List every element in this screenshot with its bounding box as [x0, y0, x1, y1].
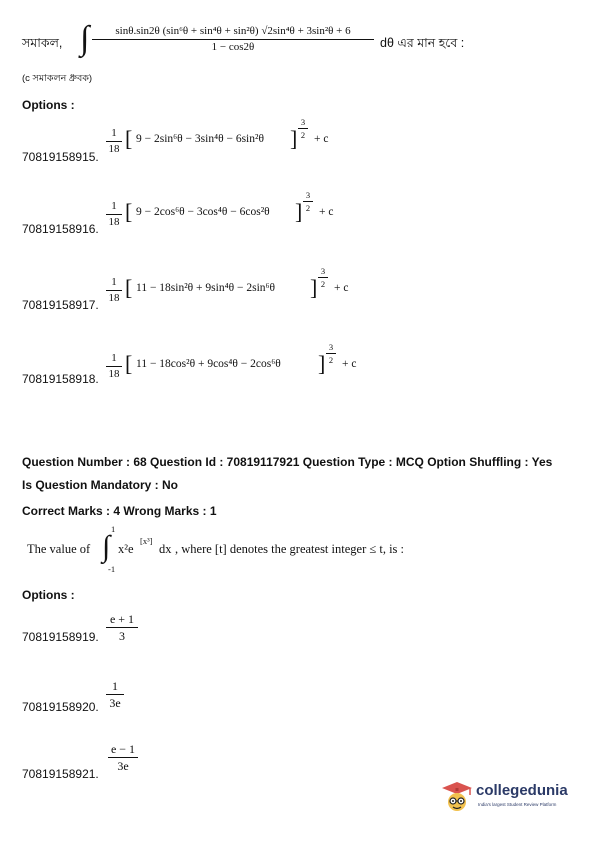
q68-options-label: Options : — [22, 588, 75, 602]
q67-options-label: Options : — [22, 98, 75, 112]
q68-header-line1: Question Number : 68 Question Id : 70819117921 Question Type : MCQ Option Shuffling : Yes — [22, 455, 553, 469]
q68-option-1-id: 70819158919. — [22, 630, 99, 644]
logo-tagline: India's largest Student Review Platform — [478, 802, 557, 807]
q67-option-4-coef: $\frac{1}{18}$ — [106, 352, 122, 381]
q68-option-1-fraction[interactable]: $\frac{e + 1}{3}$ — [106, 612, 138, 643]
q67-prefix: সমাকল, — [22, 36, 63, 50]
q68-header-line2: Is Question Mandatory : No — [22, 478, 179, 492]
q67-option-1-id: 70819158915. — [22, 150, 99, 164]
q67-option-1-open-bracket: [ — [125, 126, 133, 151]
q67-option-3-close-bracket: ] — [310, 275, 318, 300]
q67-option-3-tail: + c — [334, 282, 349, 294]
q67-option-3-body[interactable]: 11 − 18sin²θ + 9sin⁴θ − 2sin⁶θ — [136, 282, 276, 294]
q67-option-2-coef: $\frac{1}{18}$ — [106, 200, 122, 229]
q68-integral-sign: ∫ — [102, 530, 111, 563]
q68-integrand: x²e — [118, 542, 134, 556]
q67-option-4-body[interactable]: 11 − 18cos²θ + 9cos⁴θ − 2cos⁶θ — [136, 358, 281, 370]
q67-integrand-denominator: 1 − cos2θ — [211, 41, 255, 53]
q68-header-line3: Correct Marks : 4 Wrong Marks : 1 — [22, 504, 217, 518]
q67-option-4-open-bracket: [ — [125, 351, 133, 376]
q68-option-2-id: 70819158920. — [22, 700, 99, 714]
q67-option-1-exponent: $\frac{3}{2}$ — [298, 117, 308, 140]
q67-integrand-fraction — [92, 25, 374, 54]
q68-option-3-id: 70819158921. — [22, 767, 99, 781]
q67-option-2-body[interactable]: 9 − 2cos⁶θ − 3cos⁴θ − 6cos²θ — [136, 206, 270, 218]
q67-option-4-tail: + c — [342, 358, 357, 370]
graduate-mascot-icon — [440, 780, 474, 814]
q67-option-1-close-bracket: ] — [290, 126, 298, 151]
q68-upper-limit: 1 — [111, 524, 116, 534]
q68-question-prefix: The value of — [27, 542, 91, 556]
q67-option-2-exponent: $\frac{3}{2}$ — [303, 190, 313, 213]
q67-option-3-id: 70819158917. — [22, 298, 99, 312]
logo-name: collegedunia — [476, 782, 568, 799]
q67-option-2-close-bracket: ] — [295, 199, 303, 224]
q67-option-1-body[interactable]: 9 − 2sin⁶θ − 3sin⁴θ − 6sin²θ — [136, 133, 264, 145]
q67-option-3-open-bracket: [ — [125, 275, 133, 300]
q67-option-4-exponent: $\frac{3}{2}$ — [326, 342, 336, 365]
q67-option-1-tail: + c — [314, 133, 329, 145]
q68-dx: dx — [159, 542, 172, 556]
q67-option-1-coef: $\frac{1}{18}$ — [106, 127, 122, 156]
q68-option-3-fraction[interactable]: $\frac{e - 1}{3e}$ — [108, 742, 138, 773]
q67-option-2-tail: + c — [319, 206, 334, 218]
collegedunia-logo[interactable] — [440, 778, 580, 818]
q68-option-2-fraction[interactable]: $\frac{1}{3e}$ — [106, 679, 124, 710]
q67-option-3-exponent: $\frac{3}{2}$ — [318, 266, 328, 289]
q67-option-2-open-bracket: [ — [125, 199, 133, 224]
q68-lower-limit: -1 — [108, 564, 116, 574]
q67-option-4-close-bracket: ] — [318, 351, 326, 376]
q68-integrand-exponent: [x³] — [140, 536, 153, 546]
q67-note: (c সমাকলন ধ্রুবক) — [22, 73, 93, 84]
q67-option-3-coef: $\frac{1}{18}$ — [106, 276, 122, 305]
q67-option-2-id: 70819158916. — [22, 222, 99, 236]
q67-suffix: dθ এর মান হবে : — [380, 36, 465, 50]
q68-question-suffix: , where [t] denotes the greatest integer ≤ t, is : — [175, 542, 405, 556]
q67-option-4-id: 70819158918. — [22, 372, 99, 386]
q67-integrand-numerator: sinθ.sin2θ (sin⁶θ + sin⁴θ + sin²θ) √2sin⁴θ + 3sin²θ + 6 — [92, 25, 374, 40]
q67-integral-sign: ∫ — [80, 20, 90, 57]
